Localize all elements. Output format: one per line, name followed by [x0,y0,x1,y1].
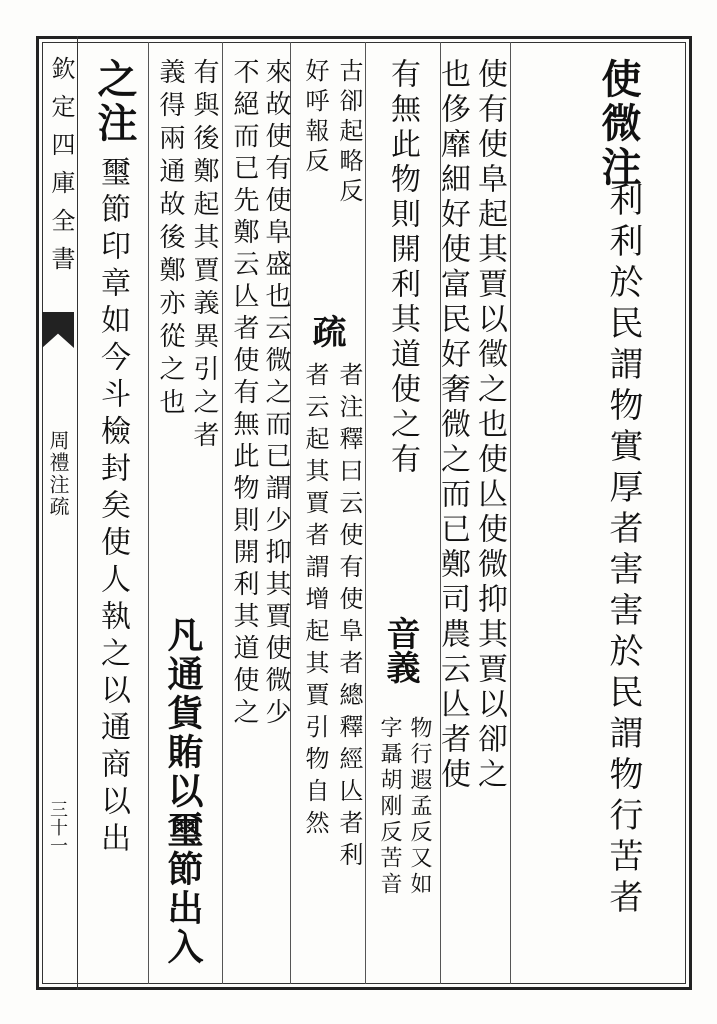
text-column-6 [152,56,219,976]
text-column-3 [372,56,430,976]
main-text: 凡通貨賄以璽節出入 [162,616,204,967]
margin-chapter-title: 周禮注疏 [46,430,70,518]
column-rule [148,42,149,984]
annotation-line: 者注釋曰云使有使阜者總釋經亾者利 [335,362,363,874]
text-column-4 [296,56,363,976]
annotation-line: 也侈靡細好使富民好奢微之而已鄭司農云亾者使 [435,58,470,793]
text-column-7 [84,56,142,976]
annotation-line: 有與後鄭起其賈義異引之者 [189,58,219,454]
shu-tag: 疏 [306,314,346,348]
annotation-line: 使有使阜起其賈以徵之也使亾使微抑其賈以卻之 [472,58,507,793]
main-text: 之注 [91,58,138,146]
annotation-line: 古卻起略反 [335,58,363,208]
annotation-line: 義得兩通故後鄭亦從之也 [155,58,185,421]
annotation-line: 字聶胡刚反苦音 [377,716,402,898]
annotation-line: 物行遐孟反又如 [407,716,432,898]
annotation-line: 來故使有使阜盛也云微之而已謂少抑其賈使微少 [261,58,291,730]
main-text: 使微注 [595,58,642,190]
annotation-line: 不絕而已先鄭云亾者使有無此物則開利其道使之 [229,58,259,730]
annotation-text: 璽節印章如今斗檢封矣使人執之以通商以出 [95,156,130,859]
annotation-line: 者云起其賈者謂增起其賈引物自然 [301,362,329,842]
annotation-text: 利利於民謂物實厚者害害於民謂物行苦者 [603,182,643,920]
annotation-line: 好呼報反 [301,58,329,178]
column-rule [510,42,511,984]
text-column-2 [435,56,507,976]
text-column-5 [226,56,291,976]
yinyi-tag: 音義 [380,616,420,684]
margin-book-title: 欽定四庫全書 [47,56,75,284]
annotation-text: 有無此物則開利其道使之有 [385,58,420,478]
text-column-1 [590,58,648,978]
margin-page-number: 三十一 [47,800,68,854]
